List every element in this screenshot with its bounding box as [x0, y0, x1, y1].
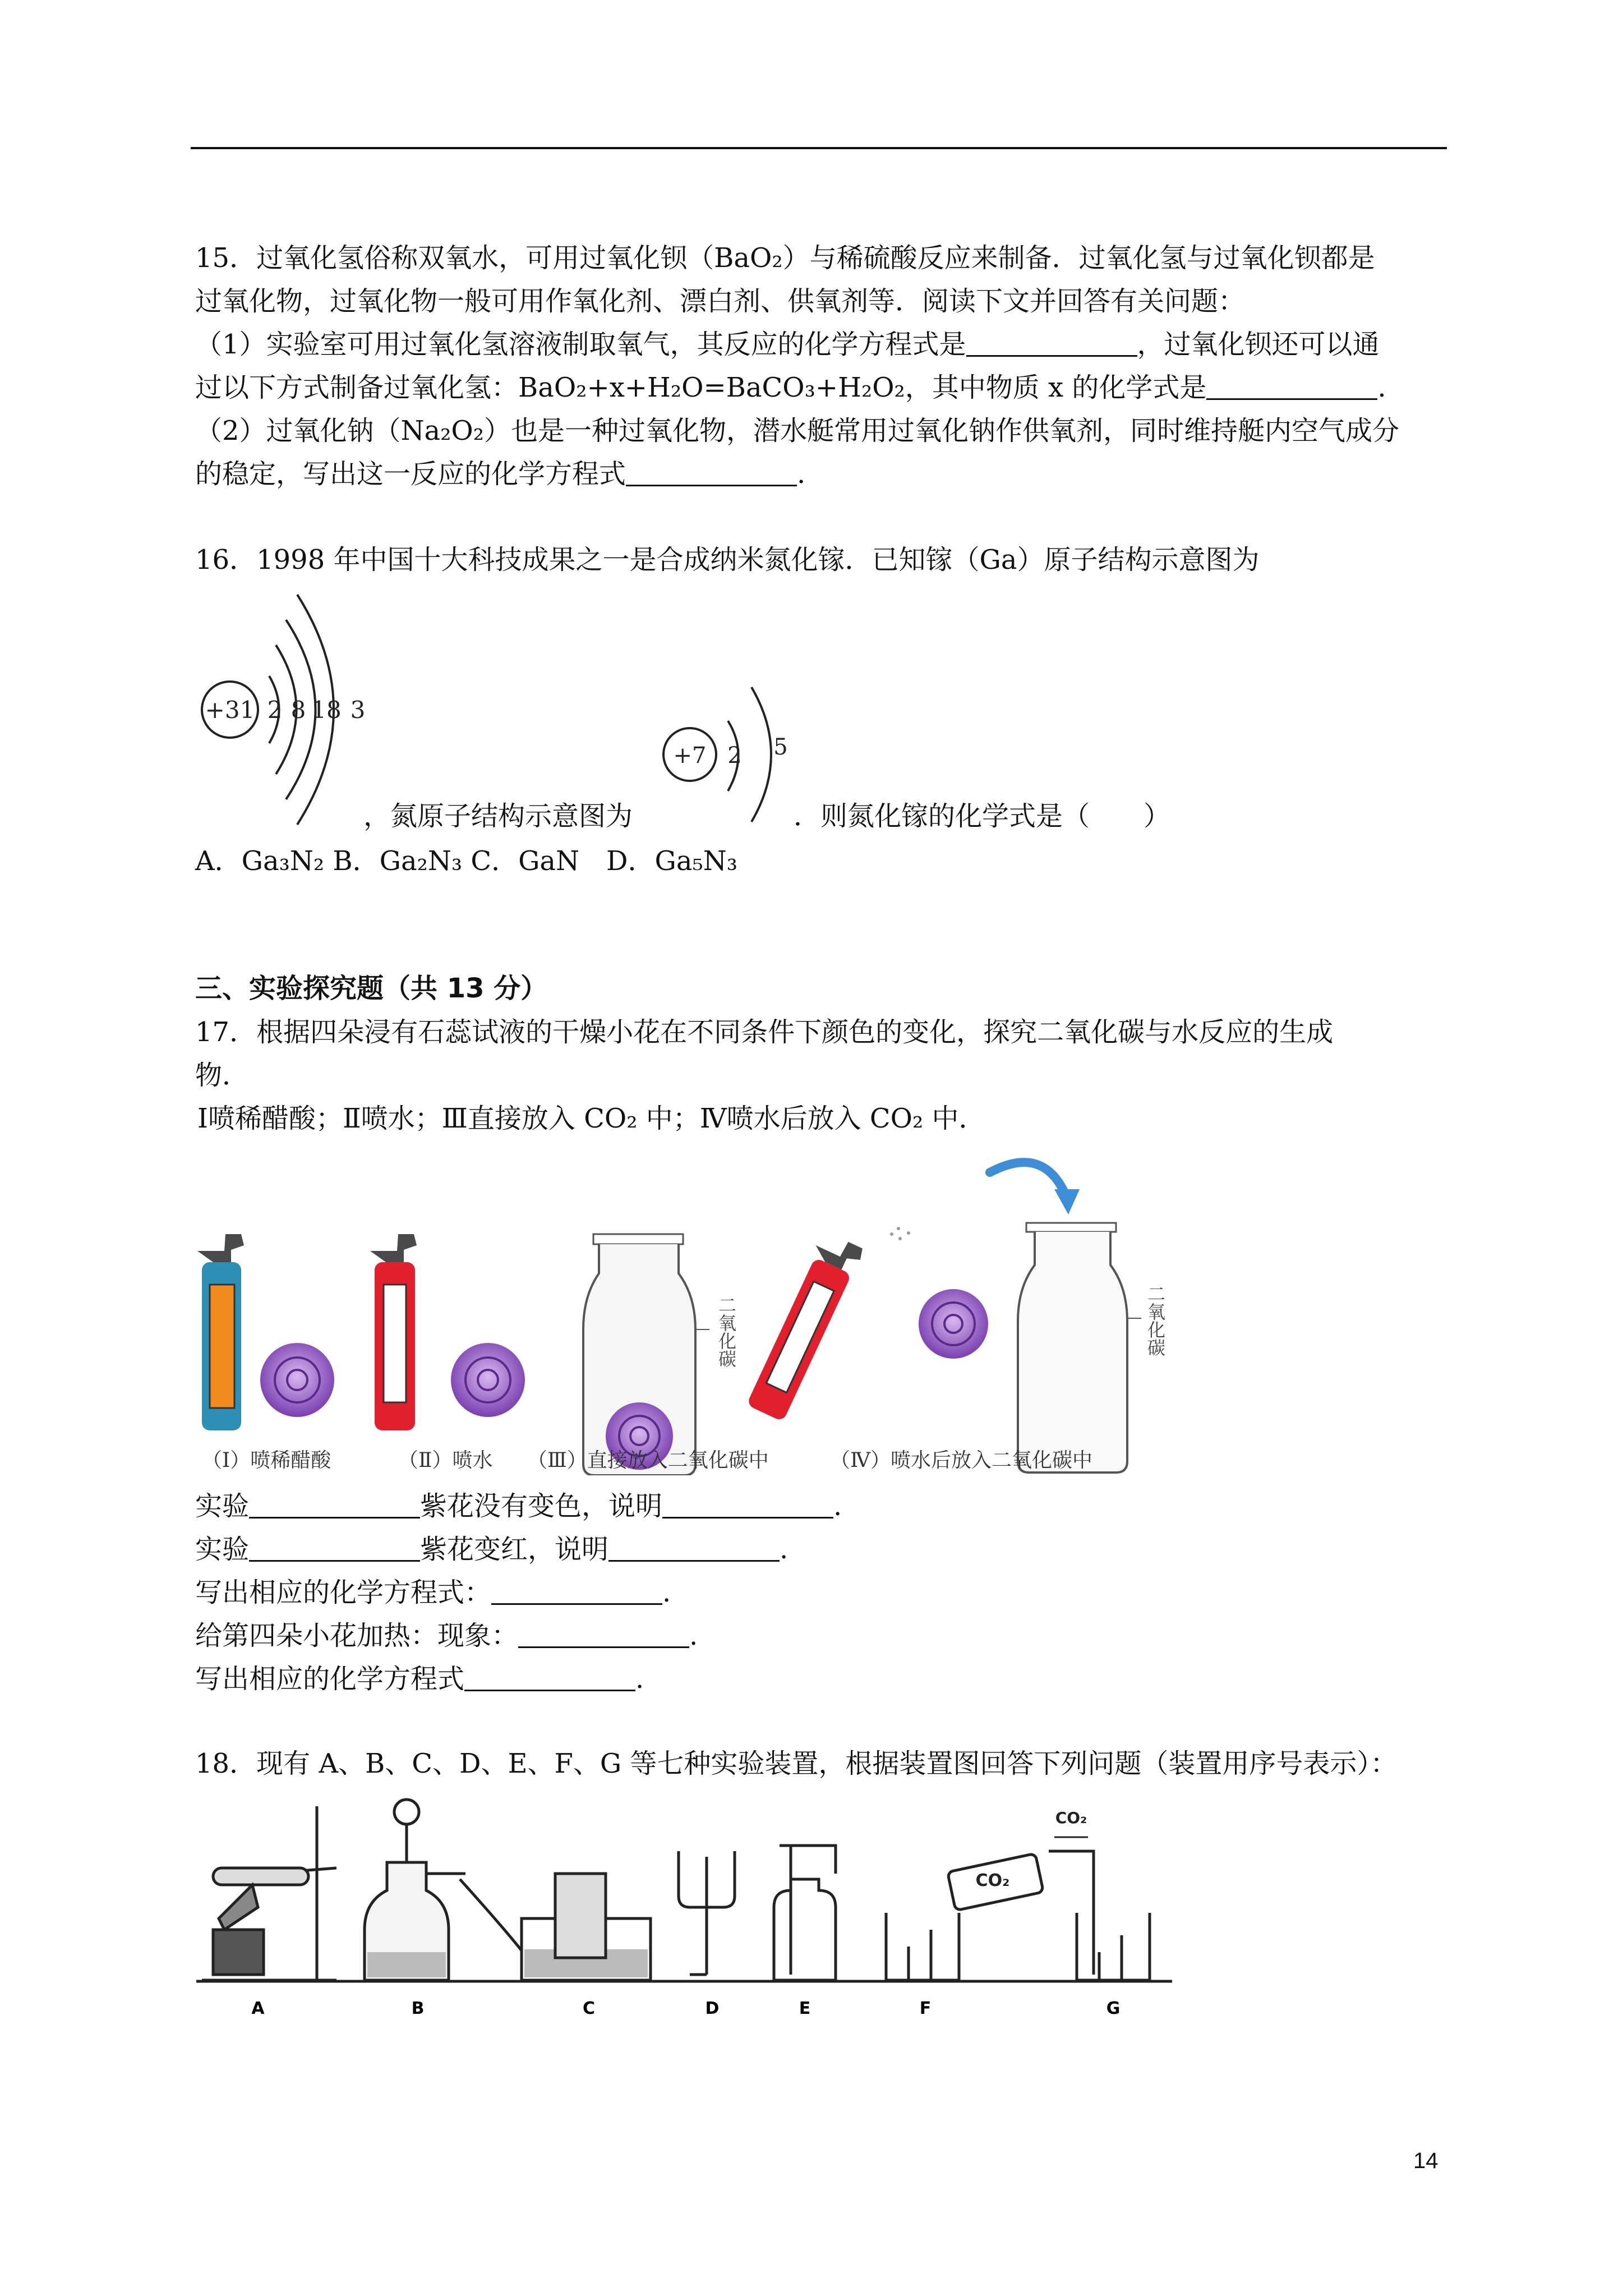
q17-b-text-2: 紫花变红，说明 [420, 1534, 609, 1565]
q15-line-4 [195, 371, 1386, 404]
answer-blank[interactable] [249, 1492, 420, 1519]
q17-a-text-2: 紫花没有变色，说明 [420, 1490, 663, 1522]
gallium-atom-diagram [191, 583, 376, 830]
label-a: A [251, 1999, 265, 2018]
q17-b-text-3: . [780, 1534, 789, 1565]
apparatus-a [202, 1806, 336, 1980]
answer-blank[interactable] [464, 1665, 635, 1691]
caption-4: （Ⅳ）喷水后放入二氧化碳中 [830, 1449, 1092, 1472]
q15-line-6 [195, 457, 805, 491]
n-shell-count-1: 2 [727, 743, 742, 769]
q17-line-2: 物． [195, 1060, 250, 1091]
spray-bottle-tilted [742, 1230, 865, 1423]
q15-line-5: （2）过氧化钠（Na₂O₂）也是一种过氧化物，潜水艇常用过氧化钠作供氧剂，同时维持艇内空气成分 [195, 415, 1399, 447]
ga-nucleus-charge: +31 [205, 696, 255, 724]
q17-e-text-1: 写出相应的化学方程式 [195, 1663, 465, 1695]
q16-line-1: 16．1998 年中国十大科技成果之一是合成纳米氮化镓．已知镓（Ga）原子结构示意图为 [195, 544, 1260, 576]
purple-flower-1 [260, 1343, 334, 1417]
q17-line-1: 17．根据四朵浸有石蕊试液的干燥小花在不同条件下颜色的变化，探究二氧化碳与水反应的生成 [195, 1016, 1334, 1048]
caption-1: （Ⅰ）喷稀醋酸 [202, 1449, 331, 1472]
header-rule [191, 147, 1447, 149]
q16-options: A．Ga₃N₂ B．Ga₂N₃ C．GaN D．Ga₅N₃ [195, 845, 737, 877]
n-shell-arc-2 [751, 687, 771, 822]
q15-line-4-text-b: . [1377, 372, 1386, 403]
q17-question-e [195, 1662, 644, 1696]
label-f: F [919, 1999, 932, 2018]
section-3-title: 三、实验探究题（共 13 分） [195, 973, 548, 1004]
q17-question-b [195, 1533, 788, 1566]
q17-d-text-2: . [689, 1620, 698, 1651]
apparatus-g [1049, 1851, 1150, 1980]
blue-arrow [990, 1162, 1066, 1195]
jar-3-gas-label: 二氧化碳 [716, 1296, 737, 1368]
apparatus-e [774, 1846, 836, 1980]
apparatus-d [679, 1851, 735, 1975]
answer-blank[interactable] [662, 1492, 833, 1519]
q17-b-text-1: 实验 [195, 1534, 250, 1565]
apparatus-b [365, 1800, 465, 1980]
page-number: 14 [1413, 2148, 1438, 2173]
answer-blank[interactable] [608, 1535, 780, 1562]
jar-4-gas-label: 二氧化碳 [1145, 1285, 1166, 1356]
nitrogen-atom-diagram [656, 682, 802, 827]
apparatus-c [460, 1874, 651, 1980]
co2-label-bottle: CO₂ [975, 1871, 1010, 1890]
q17-a-text-1: 实验 [195, 1490, 250, 1522]
co2-label-arrow: CO₂ [1055, 1809, 1087, 1827]
q17-e-text-2: . [635, 1663, 644, 1695]
purple-flower-2 [451, 1343, 525, 1417]
q16-mid-text-b: ．则氮化镓的化学式是（ ） [794, 800, 1171, 832]
q15-line-2: 过氧化物，过氧化物一般可用作氧化剂、漂白剂、供氧剂等．阅读下文并回答有关问题： [195, 286, 1246, 317]
answer-blank[interactable] [491, 1579, 662, 1605]
gas-jar-4 [1018, 1223, 1127, 1473]
lab-apparatus-figure [196, 1789, 1178, 2025]
ga-shell-count-3: 18 [311, 696, 342, 724]
n-nucleus-charge: +7 [673, 743, 707, 769]
q15-line-3-text-a: （1）实验室可用过氧化氢溶液制取氧气，其反应的化学方程式是 [195, 329, 966, 360]
spray-bottle-acetic-acid [197, 1234, 244, 1430]
q17-question-c [195, 1576, 671, 1609]
answer-blank[interactable] [518, 1622, 689, 1648]
q17-d-text-1: 给第四朵小花加热：现象： [195, 1620, 519, 1651]
spray-mist [890, 1227, 910, 1240]
q15-line-3 [195, 328, 1380, 361]
q15-line-1: 15．过氧化氢俗称双氧水，可用过氧化钡（BaO₂）与稀硫酸反应来制备．过氧化氢与过氧化钡都是 [195, 242, 1375, 274]
ga-shell-count-1: 2 [267, 696, 283, 724]
q16-mid-text-a: ，氮原子结构示意图为 [363, 800, 633, 832]
spray-bottle-water [370, 1234, 417, 1430]
ga-shell-count-2: 8 [291, 696, 306, 724]
answer-blank[interactable] [966, 330, 1137, 357]
label-b: B [411, 1999, 425, 2018]
q15-line-6-text-a: 的稳定，写出这一反应的化学方程式 [195, 458, 626, 490]
answer-blank[interactable] [1206, 374, 1377, 400]
apparatus-f [886, 1853, 1044, 1980]
q17-line-3: Ⅰ喷稀醋酸；Ⅱ喷水；Ⅲ直接放入 CO₂ 中；Ⅳ喷水后放入 CO₂ 中． [197, 1103, 986, 1134]
q15-line-4-text-a: 过以下方式制备过氧化氢：BaO₂+x+H₂O=BaCO₃+H₂O₂，其中物质 x 的化学式是 [195, 372, 1207, 403]
flower-experiment-figure [191, 1150, 1178, 1475]
caption-3: （Ⅲ）直接放入二氧化碳中 [527, 1449, 769, 1472]
label-e: E [799, 1999, 811, 2018]
label-g: G [1106, 1999, 1121, 2018]
answer-blank[interactable] [626, 460, 797, 486]
caption-2: （Ⅱ）喷水 [398, 1449, 493, 1472]
arrow-head [1054, 1189, 1080, 1214]
q17-c-text-1: 写出相应的化学方程式： [195, 1577, 492, 1608]
label-c: C [582, 1999, 596, 2018]
purple-flower-4 [919, 1289, 988, 1359]
n-shell-count-2: 5 [773, 734, 788, 760]
q17-question-d [195, 1619, 698, 1653]
q15-line-6-text-b: . [797, 458, 806, 490]
answer-blank[interactable] [249, 1535, 420, 1562]
q17-c-text-2: . [662, 1577, 671, 1608]
q18-line-1: 18．现有 A、B、C、D、E、F、G 等七种实验装置，根据装置图回答下列问题（装置用序号表示）： [195, 1748, 1398, 1779]
ga-shell-count-4: 3 [350, 696, 366, 724]
q17-a-text-3: . [833, 1490, 842, 1522]
q17-question-a [195, 1489, 842, 1523]
label-d: D [705, 1999, 720, 2018]
q15-line-3-text-b: ，过氧化钡还可以通 [1137, 329, 1380, 360]
